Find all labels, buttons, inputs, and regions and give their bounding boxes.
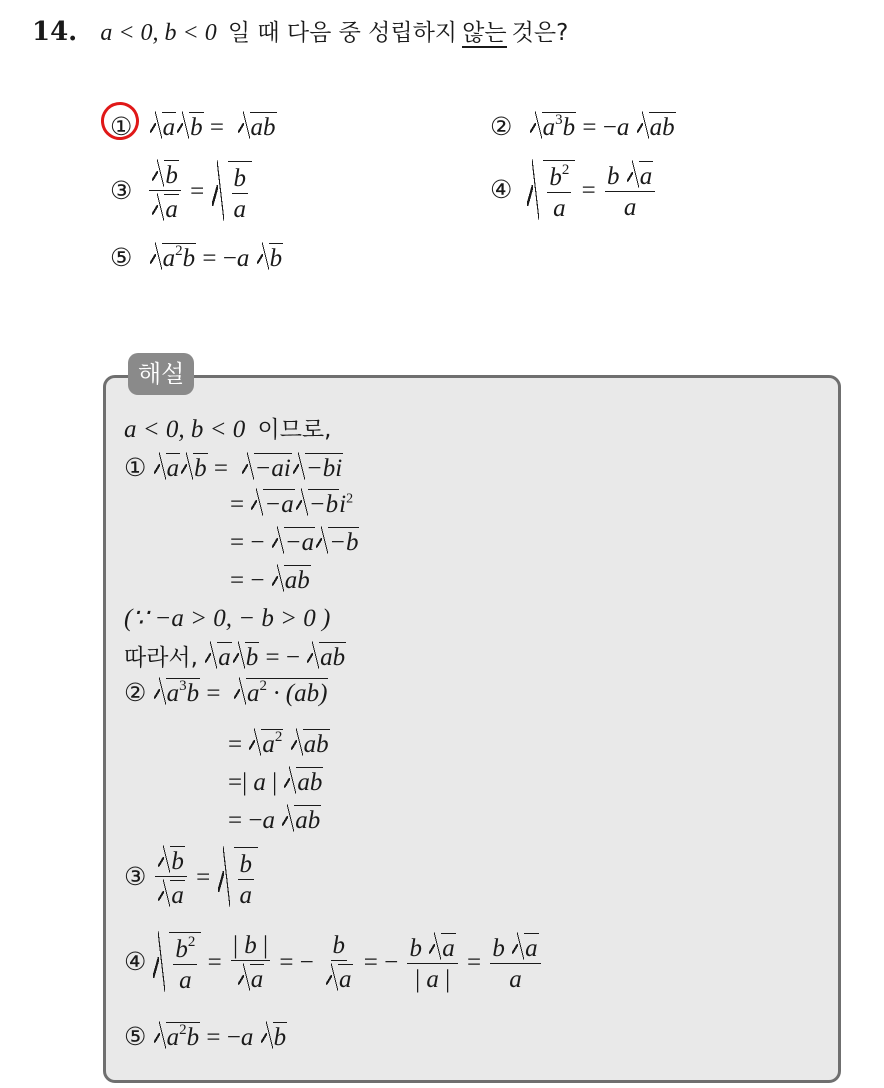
solution-step-1-line-2: = $-a -bi^2$: [230, 491, 354, 518]
solution-step-5: ⑤ $a^2b = -a$ b: [124, 1022, 287, 1051]
choice-3-expr: $\frac{b}{a}$ = $\frac{b}{a}$: [146, 160, 252, 222]
problem-header: [32, 14, 568, 47]
problem-condition: a < 0, b < 0: [100, 20, 217, 46]
solution-step-3: ③ $\frac{b}{a}$ = $\frac{b}{a}$: [124, 846, 258, 908]
solution-intro: [124, 417, 331, 442]
choice-5-expr: $a^2b = -a$ b: [149, 245, 283, 272]
solution-marker-2: ②: [124, 680, 147, 707]
solution-step-2: ② $a^3b = a^2 \cdot (ab)$: [124, 678, 328, 707]
choice-1-expr: a b = ab: [149, 114, 277, 141]
choice-5[interactable]: [110, 243, 283, 271]
solution-step-2-line-4: = −a ab: [228, 807, 321, 834]
choice-3[interactable]: [110, 160, 252, 222]
solution-marker-5: ⑤: [124, 1024, 147, 1051]
choice-marker-1: ①: [110, 114, 133, 141]
problem-underlined-word: 않는: [462, 20, 507, 46]
choice-2[interactable]: [490, 112, 676, 140]
solution-therefore: 따라서, a b = − ab: [124, 644, 346, 671]
choice-marker-2: ②: [490, 114, 513, 141]
solution-step-4: ④ $\frac{b^2}{a}$ = $\frac{| b |}{a}$ = − $\frac{b}{a}$ = − $\frac{\text{b a}}{| a |}$ = $\frac{\text{b a}}{a}$: [124, 932, 544, 993]
solution-step-1-line-3: = − −a −b: [230, 529, 359, 556]
solution-therefore-word: 따라서,: [124, 645, 198, 671]
solution-because: (∵ −a > 0, − b > 0 ): [124, 605, 331, 632]
solution-marker-3: ③: [124, 863, 147, 891]
problem-question-end: 것은?: [511, 20, 569, 46]
choice-4-expr: $\frac{b^2}{a}$ = $\frac{\text{b a}}{a}$: [526, 160, 658, 221]
choice-marker-3: ③: [110, 177, 133, 205]
solution-step-1-line-4: = − ab: [230, 567, 310, 594]
choice-marker-4: ④: [490, 177, 513, 204]
solution-intro-text: 이므로,: [257, 417, 332, 443]
problem-number: 14.: [32, 17, 78, 47]
solution-intro-condition: a < 0, b < 0: [124, 416, 246, 443]
choice-1[interactable]: [110, 112, 277, 140]
solution-step-2-line-3: =| a | ab: [228, 769, 323, 796]
solution-step-1: ① a b = −ai −bi: [124, 455, 343, 482]
choice-2-expr: $a^3b = -a$ ab: [529, 114, 676, 141]
solution-tag: 해설: [128, 353, 194, 395]
problem-question: 일 때 다음 중 성립하지: [227, 20, 458, 46]
choice-4[interactable]: [490, 160, 658, 221]
solution-marker-1: ①: [124, 455, 147, 482]
choice-marker-5: ⑤: [110, 245, 133, 272]
solution-step-2-line-2: = $a^2$ ab: [228, 729, 329, 758]
solution-marker-4: ④: [124, 949, 147, 976]
